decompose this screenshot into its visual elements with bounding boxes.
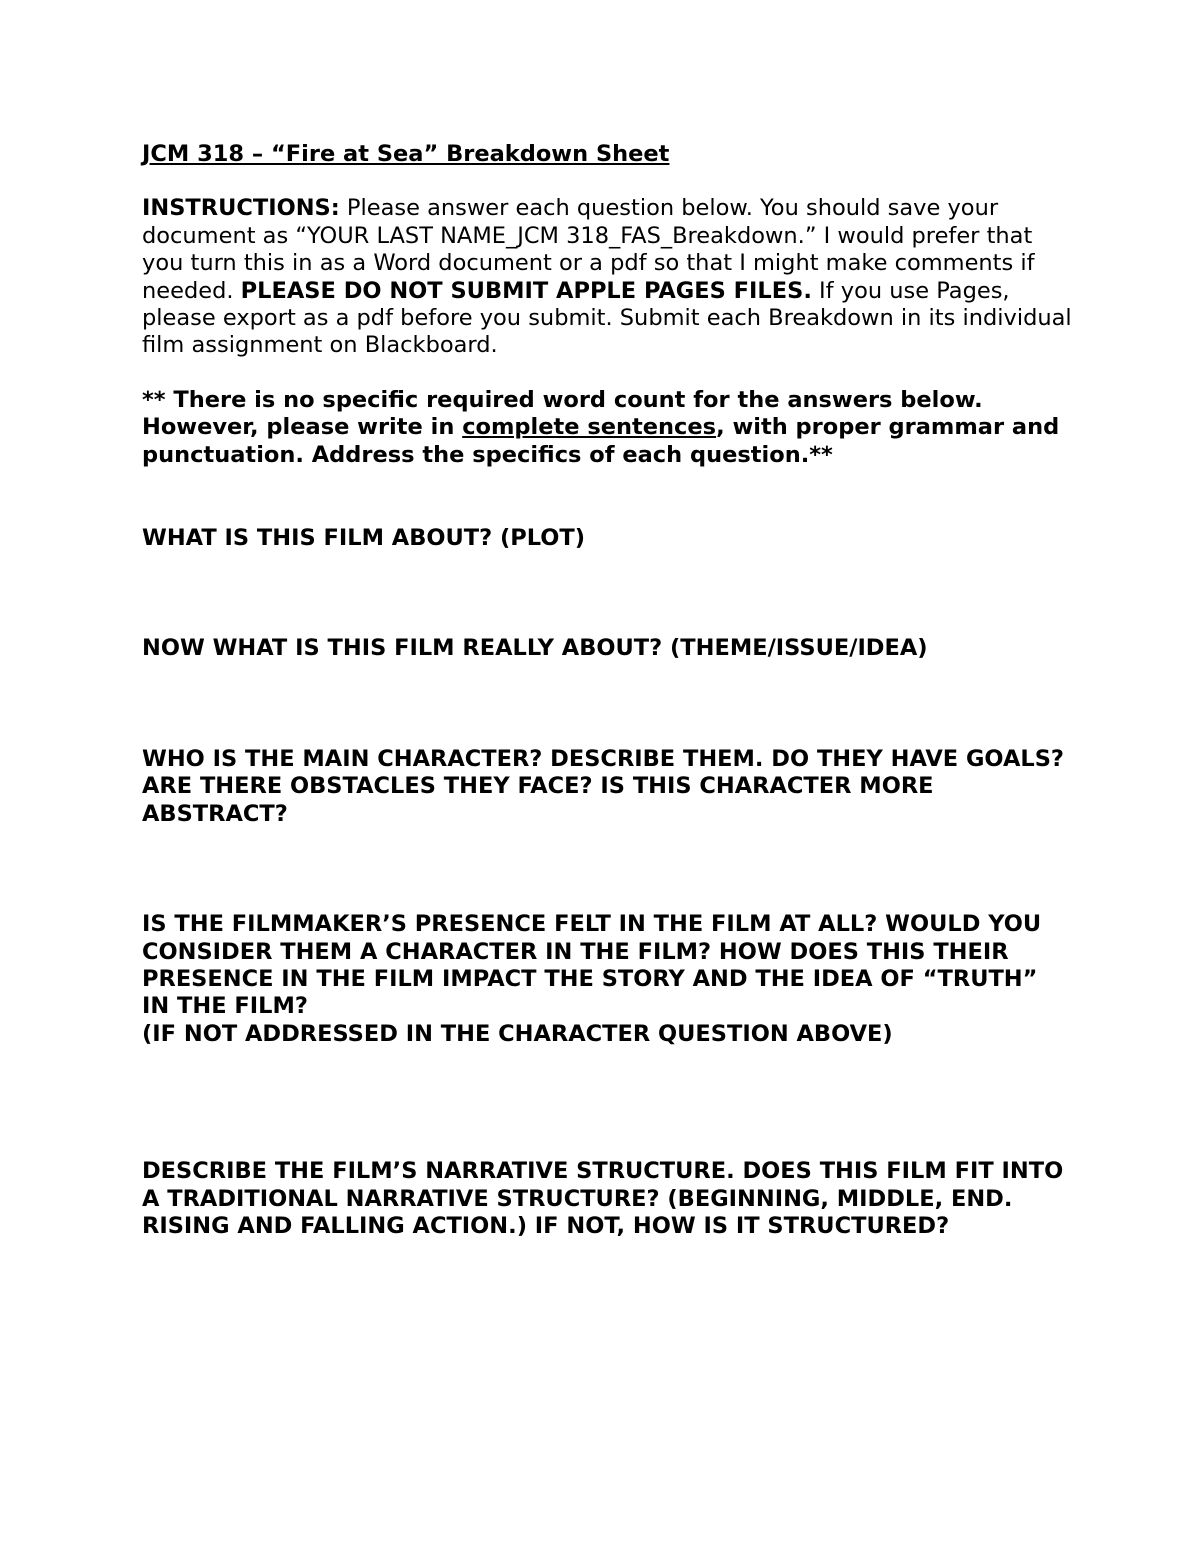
question-plot: WHAT IS THIS FILM ABOUT? (PLOT)	[142, 525, 586, 552]
document-page	[142, 141, 1072, 1240]
instructions-emphasis: PLEASE DO NOT SUBMIT APPLE PAGES FILES.	[240, 277, 812, 304]
instructions-label: INSTRUCTIONS:	[142, 195, 340, 222]
instructions-paragraph	[142, 195, 1072, 359]
note-part-2: , with proper grammar and punctuation. Address the specifics of each question.**	[142, 414, 1060, 468]
question-main-character: WHO IS THE MAIN CHARACTER? DESCRIBE THEM. DO THEY HAVE GOALS? ARE THERE OBSTACLES THEY FACE? IS THIS CHARACTER MORE ABSTRACT?	[142, 745, 1064, 827]
word-count-note	[142, 387, 1072, 469]
question-narrative-structure: DESCRIBE THE FILM’S NARRATIVE STRUCTURE. DOES THIS FILM FIT INTO A TRADITIONAL NARRATIVE STRUCTURE? (BEGINNING, MIDDLE, END. RISING AND FALLING ACTION.) IF NOT, HOW IS IT STRUCTURED?	[142, 1158, 1064, 1239]
question-filmmaker-note: (IF NOT ADDRESSED IN THE CHARACTER QUESTION ABOVE)	[142, 1020, 893, 1047]
question-theme: NOW WHAT IS THIS FILM REALLY ABOUT? (THEME/ISSUE/IDEA)	[142, 635, 928, 662]
note-part-1: ** There is no specific required word count for the answers below. However, please write in	[142, 386, 983, 441]
instructions-text-1: Please answer each question below. You should save your document as “YOUR LAST NAME_JCM 318_FAS_Breakdown.” I would prefer that you turn this in as a Word document or a pdf so that I might make comments if needed.	[142, 195, 1035, 304]
instructions-text-2: If you use Pages, please export as a pdf before you submit. Submit each Breakdown in its individual film assignment on Blackboard.	[142, 277, 1072, 359]
note-underlined: complete sentences	[462, 414, 717, 441]
question-filmmaker-presence: IS THE FILMMAKER’S PRESENCE FELT IN THE FILM AT ALL? WOULD YOU CONSIDER THEM A CHARACTER IN THE FILM? HOW DOES THIS THEIR PRESENCE IN THE FILM IMPACT THE STORY AND THE IDEA OF “TRUTH” IN THE FILM?	[142, 911, 1042, 1020]
document-title: JCM 318 – “Fire at Sea” Breakdown Sheet	[142, 141, 670, 167]
